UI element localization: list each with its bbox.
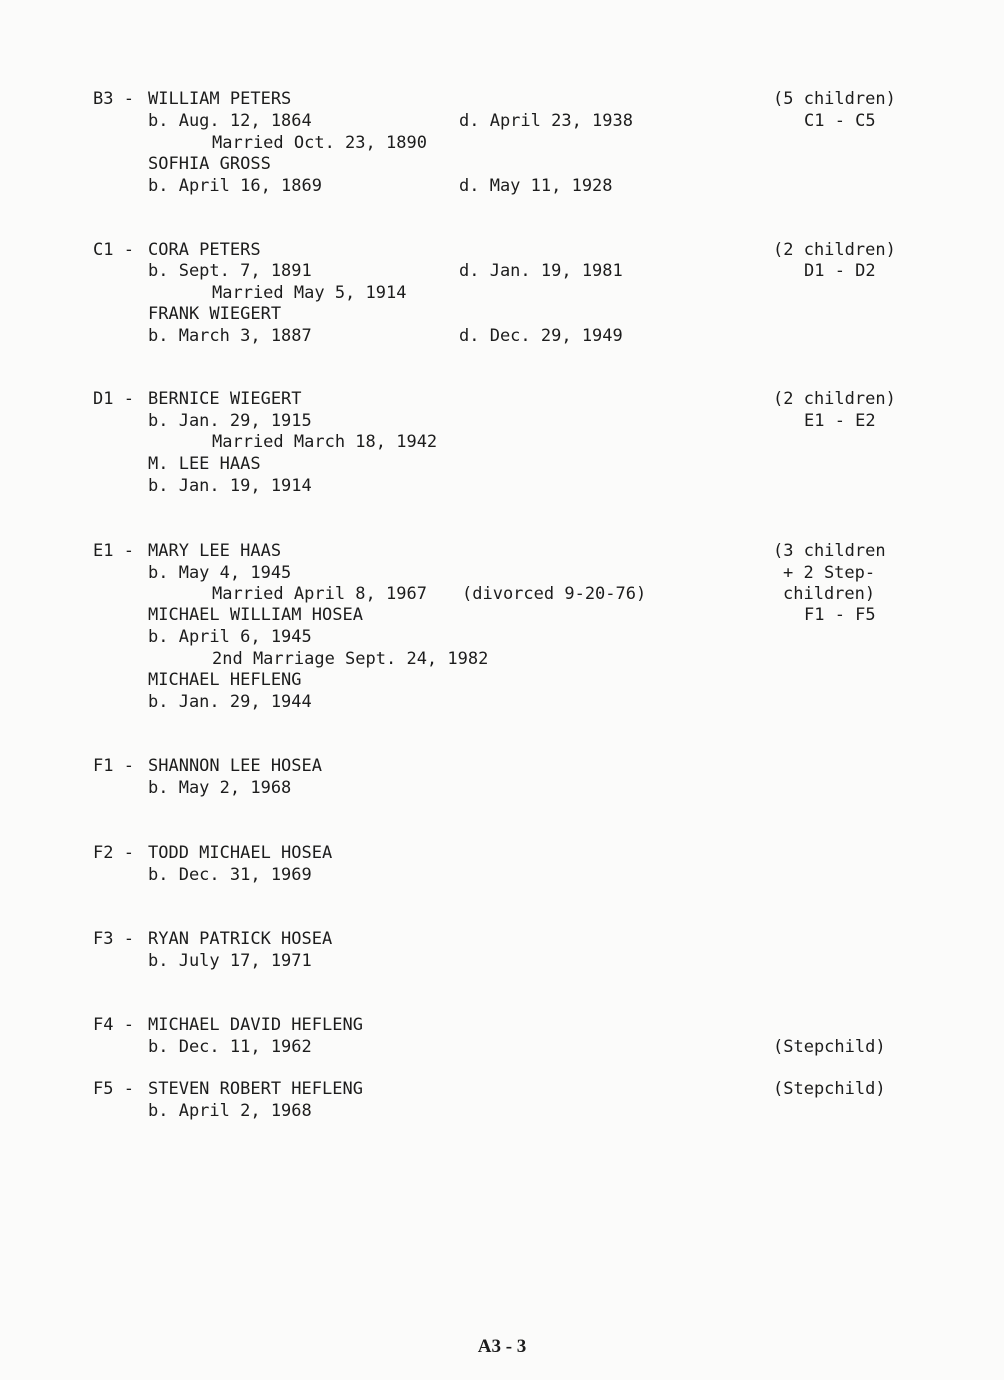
spouse-name: SOFHIA GROSS (148, 154, 271, 174)
entry-name: SHANNON LEE HOSEA (148, 756, 322, 776)
page-number: A3 - 3 (477, 1336, 527, 1357)
spouse-birth-date: b. March 3, 1887 (148, 326, 312, 346)
spouse-name: FRANK WIEGERT (148, 304, 282, 324)
second-marriage-date: 2nd Marriage Sept. 24, 1982 (212, 649, 489, 669)
children-note: (5 children) (773, 89, 896, 109)
entry-code: F3 - (93, 929, 145, 949)
entry-name: STEVEN ROBERT HEFLENG (148, 1079, 363, 1099)
children-range: C1 - C5 (804, 111, 876, 131)
children-note: (2 children) (773, 389, 896, 409)
entry-code: C1 - (93, 240, 145, 260)
spouse-death-date: d. May 11, 1928 (459, 176, 613, 196)
marriage-date: Married May 5, 1914 (212, 283, 407, 303)
children-note: (3 children (773, 541, 886, 561)
birth-date: b. Dec. 11, 1962 (148, 1037, 312, 1057)
entry-code: F2 - (93, 843, 145, 863)
children-range: F1 - F5 (804, 605, 876, 625)
divorce-note: (divorced 9-20-76) (462, 584, 647, 604)
entry-name: MICHAEL DAVID HEFLENG (148, 1015, 363, 1035)
birth-date: b. May 2, 1968 (148, 778, 292, 798)
second-spouse-birth-date: b. Jan. 29, 1944 (148, 692, 312, 712)
death-date: d. April 23, 1938 (459, 111, 633, 131)
entry-name: BERNICE WIEGERT (148, 389, 302, 409)
entry-name: WILLIAM PETERS (148, 89, 292, 109)
entry-code: D1 - (93, 389, 145, 409)
entry-code: F4 - (93, 1015, 145, 1035)
death-date: d. Jan. 19, 1981 (459, 261, 623, 281)
second-spouse-name: MICHAEL HEFLENG (148, 670, 302, 690)
entry-code: E1 - (93, 541, 145, 561)
stepchild-note: (Stepchild) (773, 1079, 886, 1099)
entry-name: TODD MICHAEL HOSEA (148, 843, 333, 863)
entry-name: MARY LEE HAAS (148, 541, 282, 561)
entry-name: RYAN PATRICK HOSEA (148, 929, 333, 949)
spouse-birth-date: b. Jan. 19, 1914 (148, 476, 312, 496)
stepchild-note: (Stepchild) (773, 1037, 886, 1057)
children-range: D1 - D2 (804, 261, 876, 281)
marriage-date: Married March 18, 1942 (212, 432, 438, 452)
marriage-date: Married April 8, 1967 (212, 584, 427, 604)
spouse-death-date: d. Dec. 29, 1949 (459, 326, 623, 346)
birth-date: b. July 17, 1971 (148, 951, 312, 971)
birth-date: b. Aug. 12, 1864 (148, 111, 312, 131)
birth-date: b. Jan. 29, 1915 (148, 411, 312, 431)
birth-date: b. May 4, 1945 (148, 563, 292, 583)
spouse-birth-date: b. April 6, 1945 (148, 627, 312, 647)
children-range: E1 - E2 (804, 411, 876, 431)
children-note: children) (783, 584, 876, 604)
birth-date: b. Sept. 7, 1891 (148, 261, 312, 281)
marriage-date: Married Oct. 23, 1890 (212, 133, 427, 153)
entry-code: F5 - (93, 1079, 145, 1099)
children-note: + 2 Step- (783, 563, 876, 583)
entry-code: B3 - (93, 89, 145, 109)
spouse-name: M. LEE HAAS (148, 454, 261, 474)
spouse-name: MICHAEL WILLIAM HOSEA (148, 605, 363, 625)
children-note: (2 children) (773, 240, 896, 260)
birth-date: b. April 2, 1968 (148, 1101, 312, 1121)
entry-name: CORA PETERS (148, 240, 261, 260)
birth-date: b. Dec. 31, 1969 (148, 865, 312, 885)
spouse-birth-date: b. April 16, 1869 (148, 176, 322, 196)
entry-code: F1 - (93, 756, 145, 776)
